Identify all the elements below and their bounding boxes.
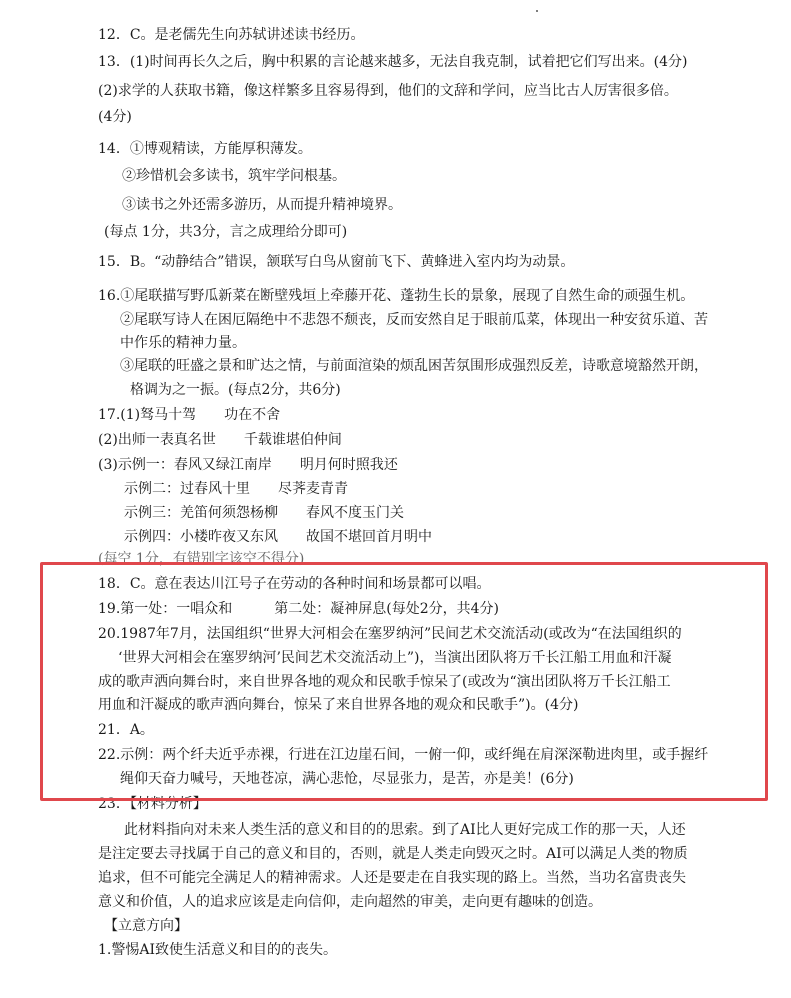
answer-13-2: (2)求学的人获取书籍，像这样繁多且容易得到，他们的文辞和学问，应当比古人厉害很多倍。 [98,83,678,99]
highlight-box [40,562,768,801]
stray-dot [536,10,538,12]
answer-17-score: (每空 1分，有错别字该空不得分) [98,551,305,567]
answer-14-3: ③读书之外还需多游历，从而提升精神境界。 [122,197,402,213]
answer-14-score: (每点 1分，共3分，言之成理给分即可) [104,224,348,240]
answer-23-heading: 23．【材料分析】 [98,796,207,812]
answer-20-1: 20.1987年7月，法国组织“世界大河相会在塞罗纳河”民间艺术交流活动(或改为“在法国组织的 [98,626,682,642]
answer-14-2: ②珍惜机会多读书，筑牢学问根基。 [122,168,346,184]
answer-23-para-2: 是注定要去寻找属于自己的意义和目的，否则，就是人类走向毁灭之时。AI可以满足人类的物质 [98,846,688,862]
answer-17-3-ex3: 示例三：羌笛何须怨杨柳 春风不度玉门关 [124,505,404,521]
answer-16-2: ②尾联写诗人在困厄隔绝中不悲怨不颓丧，反而安然自足于眼前瓜菜，体现出一种安贫乐道、苦 [120,312,708,328]
answer-13-1: 13．(1)时间再长久之后，胸中积累的言论越来越多，无法自我克制，试着把它们写出来。(4分) [98,54,688,70]
answer-20-3: 成的歌声洒向舞台时，来自世界各地的观众和民歌手惊呆了(或改为“演出团队将万千长江船工 [98,674,671,690]
answer-22-2: 绳仰天奋力喊号，天地苍凉，满心悲怆，尽显张力，是苦，亦是美！(6分) [120,771,574,787]
answer-22-1: 22.示例：两个纤夫近乎赤裸，行进在江边崖石间，一俯一仰，或纤绳在肩深深勒进肉里，或手握纤 [98,747,709,763]
answer-21: 21．A。 [98,722,154,738]
answer-16-1: 16.①尾联描写野瓜新菜在断壁残垣上牵藤开花、蓬勃生长的景象，展现了自然生命的顽强生机。 [98,288,695,304]
answer-12: 12．C。是老儒先生向苏轼讲述读书经历。 [98,27,365,43]
answer-16-2-cont: 中作乐的精神力量。 [120,335,246,351]
answer-16-3-cont: 格调为之一振。(每点2分，共6分) [130,382,341,398]
answer-23-point-1: 1.警惕AI致使生活意义和目的的丧失。 [98,942,337,958]
answer-17-3-ex4: 示例四：小楼昨夜又东风 故国不堪回首月明中 [124,529,432,545]
answer-13-2-score: (4分) [98,109,132,125]
answer-23-para-1: 此材料指向对未来人类生活的意义和目的的思索。到了AI比人更好完成工作的那一天，人还 [124,822,686,838]
answer-20-2: ‘世界大河相会在塞罗纳河’民间艺术交流活动上”)，当演出团队将万千长江船工用血和汗凝 [118,650,672,666]
answer-18: 18．C。意在表达川江号子在劳动的各种时间和场景都可以唱。 [98,576,491,592]
answer-23-para-4: 意义和价值，人的追求应该是走向信仰，走向超然的审美，走向更有趣味的创造。 [98,894,602,910]
answer-17-1: 17.(1)驽马十驾 功在不舍 [98,407,281,423]
answer-17-2: (2)出师一表真名世 千载谁堪伯仲间 [98,432,342,448]
answer-14-1: 14．①博观精读，方能厚积薄发。 [98,141,312,157]
answer-19: 19.第一处：一唱众和 第二处：凝神屏息(每处2分，共4分) [98,601,500,617]
answer-15: 15．B。“动静结合”错误，颔联写白鸟从窗前飞下、黄蜂进入室内均为动景。 [98,254,575,270]
answer-23-para-3: 追求，但不可能完全满足人的精神需求。人还是要走在自我实现的路上。当然，当功名富贵丧失 [98,870,686,886]
answer-16-3: ③尾联的旺盛之景和旷达之情，与前面渲染的烦乱困苦氛围形成强烈反差，诗歌意境豁然开朗， [120,358,708,374]
answer-17-3-ex2: 示例二：过春风十里 尽荠麦青青 [124,481,348,497]
answer-17-3-ex1: (3)示例一：春风又绿江南岸 明月何时照我还 [98,457,398,473]
answer-23-subheading: 【立意方向】 [104,918,188,934]
answer-20-4: 用血和汗凝成的歌声洒向舞台，惊呆了来自世界各地的观众和民歌手”)。(4分) [98,697,579,713]
